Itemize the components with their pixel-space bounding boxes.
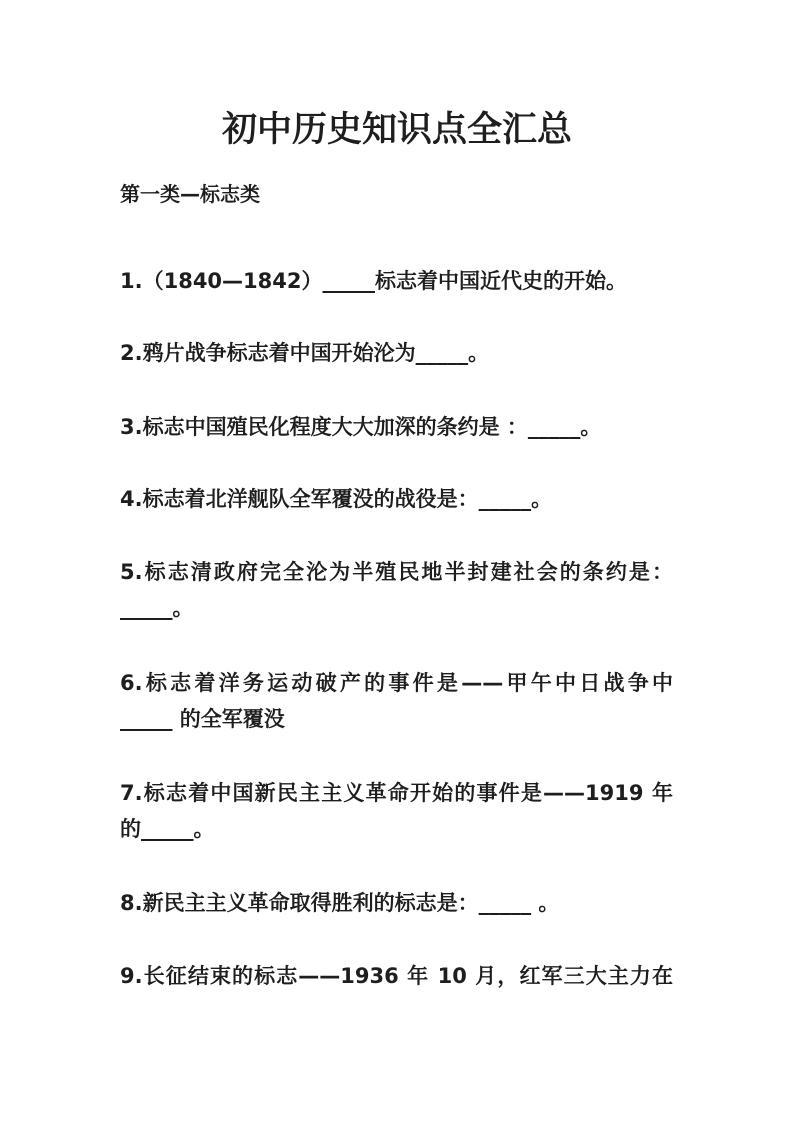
item-line-continued: _____。 bbox=[120, 596, 194, 620]
item-line: 5.标志清政府完全沦为半殖民地半封建社会的条约是： bbox=[120, 560, 673, 584]
item-line: 9.长征结束的标志——1936 年 10 月，红军三大主力在 bbox=[120, 964, 673, 988]
item-line-continued: 的_____。 bbox=[120, 817, 215, 841]
item-line: 7.标志着中国新民主主义革命开始的事件是——1919 年 bbox=[120, 781, 673, 805]
item-line: 4.标志着北洋舰队全军覆没的战役是：_____。 bbox=[120, 487, 553, 511]
item-line: 8.新民主主义革命取得胜利的标志是：_____ 。 bbox=[120, 891, 560, 915]
section-heading: 第一类—标志类 bbox=[120, 182, 260, 206]
item-line-continued: _____ 的全军覆没 bbox=[120, 707, 285, 731]
page-title: 初中历史知识点全汇总 bbox=[221, 110, 572, 150]
item-line: 6.标志着洋务运动破产的事件是——甲午中日战争中 bbox=[120, 671, 673, 695]
item-line: 1.（1840—1842）_____标志着中国近代史的开始。 bbox=[120, 269, 627, 293]
item-line: 2.鸦片战争标志着中国开始沦为_____。 bbox=[120, 341, 490, 365]
item-line: 3.标志中国殖民化程度大大加深的条约是 ：_____。 bbox=[120, 415, 602, 439]
